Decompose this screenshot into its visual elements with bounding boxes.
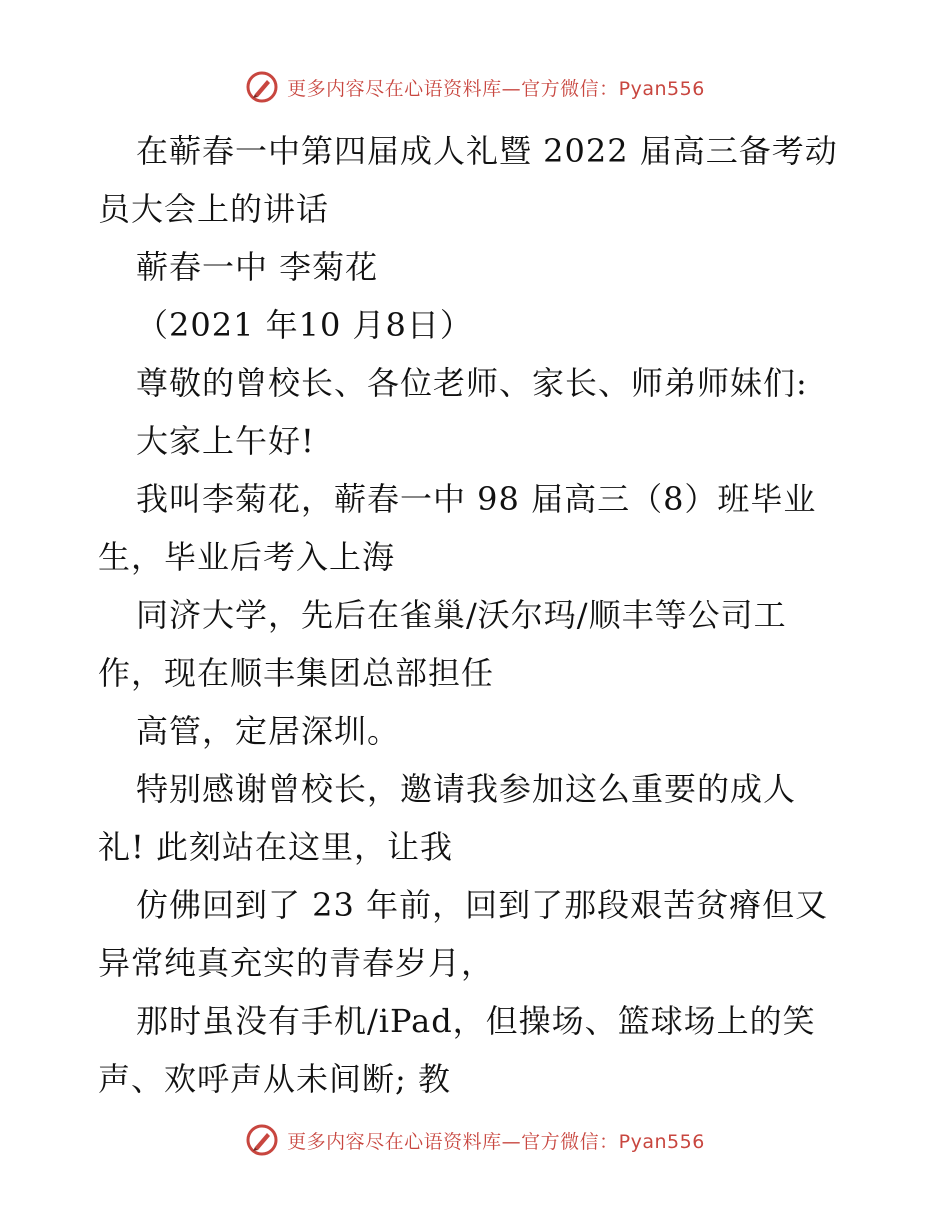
watermark-header xyxy=(0,70,950,104)
text-line: 员大会上的讲话 xyxy=(98,190,330,228)
document-body xyxy=(98,122,868,1108)
pen-logo-icon xyxy=(245,70,279,104)
text-line: 尊敬的曾校长、各位老师、家长、师弟师妹们: xyxy=(136,364,808,402)
text-line: 作，现在顺丰集团总部担任 xyxy=(98,654,495,692)
text-line: 仿佛回到了 23 年前，回到了那段艰苦贫瘠但又 xyxy=(136,886,829,924)
text-line: 特别感谢曾校长，邀请我参加这么重要的成人 xyxy=(136,770,797,808)
text-line: 在蕲春一中第四届成人礼暨 2022 届高三备考动 xyxy=(136,132,838,170)
text-line: 声、欢呼声从未间断; 教 xyxy=(98,1060,451,1098)
watermark-text: 更多内容尽在心语资料库—官方微信：Pyan556 xyxy=(287,77,705,100)
text-line: 大家上午好! xyxy=(136,422,315,460)
pen-logo-icon xyxy=(245,1123,279,1157)
text-line: 高管，定居深圳。 xyxy=(136,712,401,750)
watermark-text: 更多内容尽在心语资料库—官方微信：Pyan556 xyxy=(287,1130,705,1153)
text-line: 异常纯真充实的青春岁月， xyxy=(98,944,495,982)
text-line: 生，毕业后考入上海 xyxy=(98,538,396,576)
text-line: 礼! 此刻站在这里，让我 xyxy=(98,828,454,866)
watermark-footer xyxy=(0,1123,950,1157)
text-line: 我叫李菊花，蕲春一中 98 届高三（8）班毕业 xyxy=(136,480,817,518)
text-line: 那时虽没有手机/iPad，但操场、篮球场上的笑 xyxy=(136,1002,816,1040)
text-line: （2021 年10 月8日） xyxy=(136,306,473,344)
text-line: 蕲春一中 李菊花 xyxy=(136,248,379,286)
text-line: 同济大学，先后在雀巢/沃尔玛/顺丰等公司工 xyxy=(136,596,787,634)
